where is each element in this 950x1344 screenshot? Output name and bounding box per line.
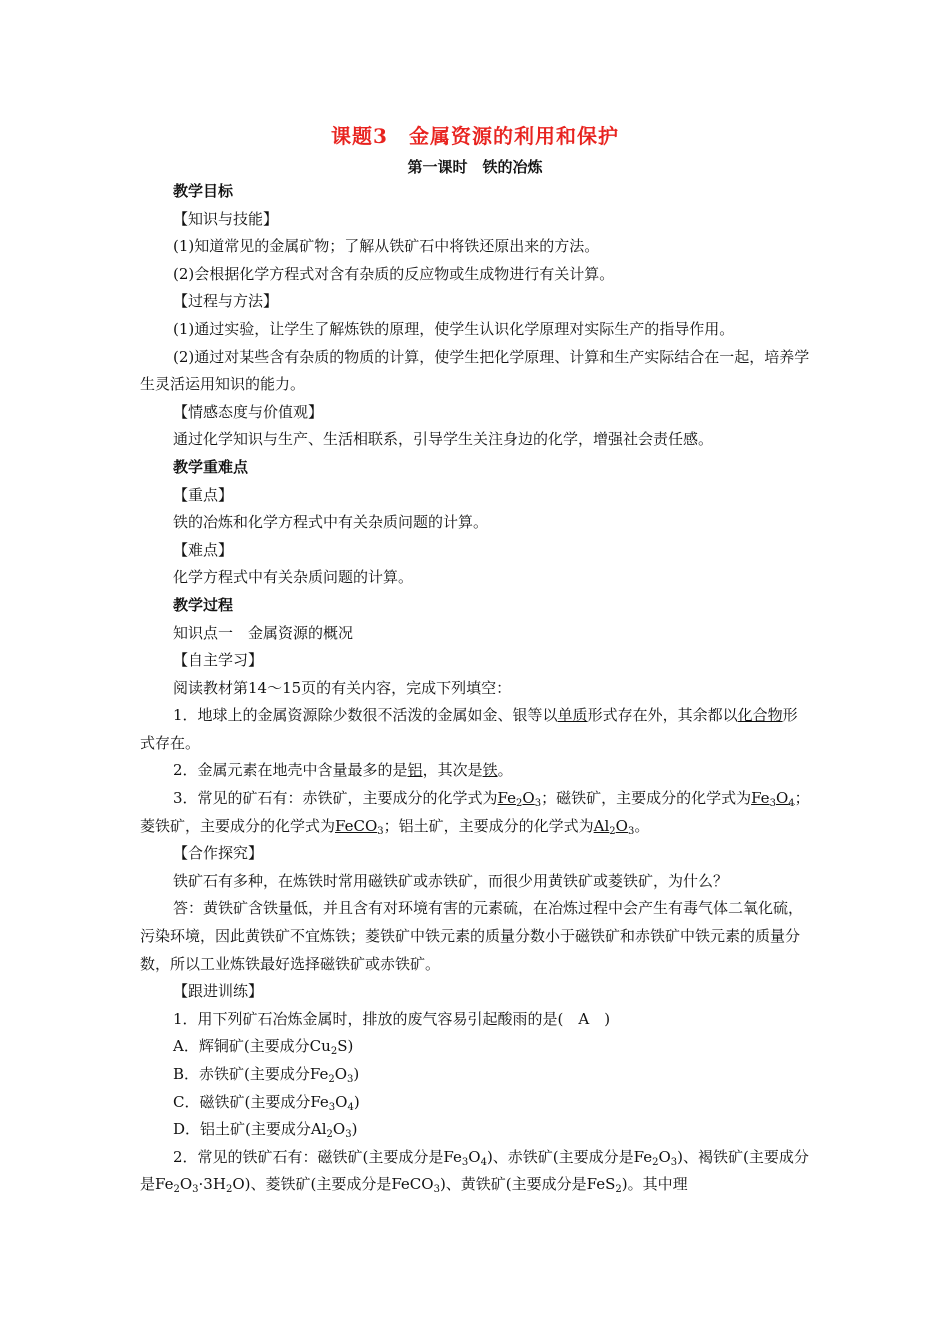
lesson-subtitle: 第一课时 铁的冶炼: [407, 158, 543, 176]
discussion-question: 铁矿石有多种，在炼铁时常用磁铁矿或赤铁矿，而很少用黄铁矿或菱铁矿，为什么？: [173, 871, 729, 890]
label-emotion: 【情感态度与价值观】: [173, 402, 324, 421]
label-difficulty: 【难点】: [173, 540, 234, 559]
answer-blank: 单质: [557, 706, 588, 725]
practice-question-1: 1．用下列矿石冶炼金属时，排放的废气容易引起酸雨的是( A ): [173, 1009, 611, 1028]
process-item-2: (2)通过对某些含有杂质的物质的计算，使学生把化学原理、计算和生产实际结合在一起，培养学生灵活运用知识的能力。: [140, 347, 810, 394]
formula-al2o3: $Al_2O_3$: [593, 816, 635, 837]
practice-question-2: 2．常见的铁矿石有：磁铁矿(主要成分是$Fe_3O_4$)、赤铁矿(主要成分是$Fe_2O_3$)、褐铁矿(主要成分是$Fe_2O_3\cdot 3H_2O$)、菱铁矿(主要成分是FeCO$_3$)、黄铁矿(主要成分是FeS$_2$)。其中理: [140, 1147, 809, 1196]
formula-feco3: FeCO$_3$: [335, 816, 384, 837]
option-d: D．铝土矿(主要成分$Al_2O_3$): [173, 1120, 358, 1141]
formula-fe3o4: $Fe_3O_4$: [751, 789, 795, 810]
knowledge-item-1: (1)知道常见的金属矿物；了解从铁矿石中将铁还原出来的方法。: [173, 237, 600, 256]
label-cooperation: 【合作探究】: [173, 844, 264, 863]
self-study-intro: 阅读教材第14～15页的有关内容，完成下列填空：: [173, 678, 512, 697]
discussion-answer: 答：黄铁矿含铁量低，并且含有对环境有害的元素硫，在冶炼过程中会产生有毒气体二氧化硫，污染环境，因此黄铁矿不宜炼铁；菱铁矿中铁元素的质量分数小于磁铁矿和赤铁矿中铁元素的质量分数，所以工业炼铁最好选择磁铁矿或赤铁矿。: [140, 899, 804, 973]
emotion-item-1: 通过化学知识与生产、生活相联系，引导学生关注身边的化学，增强社会责任感。: [173, 430, 714, 449]
knowledge-item-2: (2)会根据化学方程式对含有杂质的反应物或生成物进行有关计算。: [173, 264, 615, 283]
answer-blank: 铝: [407, 761, 423, 780]
process-item-1: (1)通过实验，让学生了解炼铁的原理，使学生认识化学原理对实际生产的指导作用。: [173, 319, 735, 338]
fill-item-2: 2．金属元素在地壳中含量最多的是铝，其次是铁。: [173, 761, 513, 780]
focus-text: 铁的冶炼和化学方程式中有关杂质问题的计算。: [173, 513, 489, 532]
document-title: 课题3 金属资源的利用和保护: [331, 124, 619, 148]
option-c: C．磁铁矿(主要成分$Fe_3O_4$): [173, 1092, 360, 1113]
section-heading-key-points: 教学重难点: [173, 457, 249, 476]
label-self-study: 【自主学习】: [173, 651, 264, 670]
difficulty-text: 化学方程式中有关杂质问题的计算。: [173, 568, 414, 587]
fill-item-3: 3．常见的矿石有：赤铁矿，主要成分的化学式为$Fe_2O_3$；磁铁矿，主要成分的化学式为$Fe_3O_4$；菱铁矿，主要成分的化学式为FeCO$_3$；铝土矿，主要成分的化学式为$Al_2O_3$。: [140, 789, 810, 837]
option-a: A．辉铜矿(主要成分$Cu_2S$): [173, 1037, 354, 1058]
document-body: [140, 178, 812, 1199]
formula-fe2o3: $Fe_2O_3$: [497, 789, 542, 810]
answer-blank: 铁: [482, 761, 498, 780]
section-heading-goals: 教学目标: [173, 182, 234, 200]
option-b: B．赤铁矿(主要成分$Fe_2O_3$): [173, 1065, 360, 1085]
label-practice: 【跟进训练】: [173, 982, 264, 1001]
section-heading-process: 教学过程: [173, 595, 234, 614]
fill-item-1: 1．地球上的金属资源除少数很不活泼的金属如金、银等以单质形式存在外，其余都以化合物形式存在。: [140, 706, 798, 752]
knowledge-point-1: 知识点一 金属资源的概况: [173, 623, 354, 642]
answer-blank: 化合物: [737, 706, 783, 725]
label-knowledge: 【知识与技能】: [173, 209, 279, 228]
label-process: 【过程与方法】: [173, 292, 279, 311]
label-focus: 【重点】: [173, 485, 234, 504]
